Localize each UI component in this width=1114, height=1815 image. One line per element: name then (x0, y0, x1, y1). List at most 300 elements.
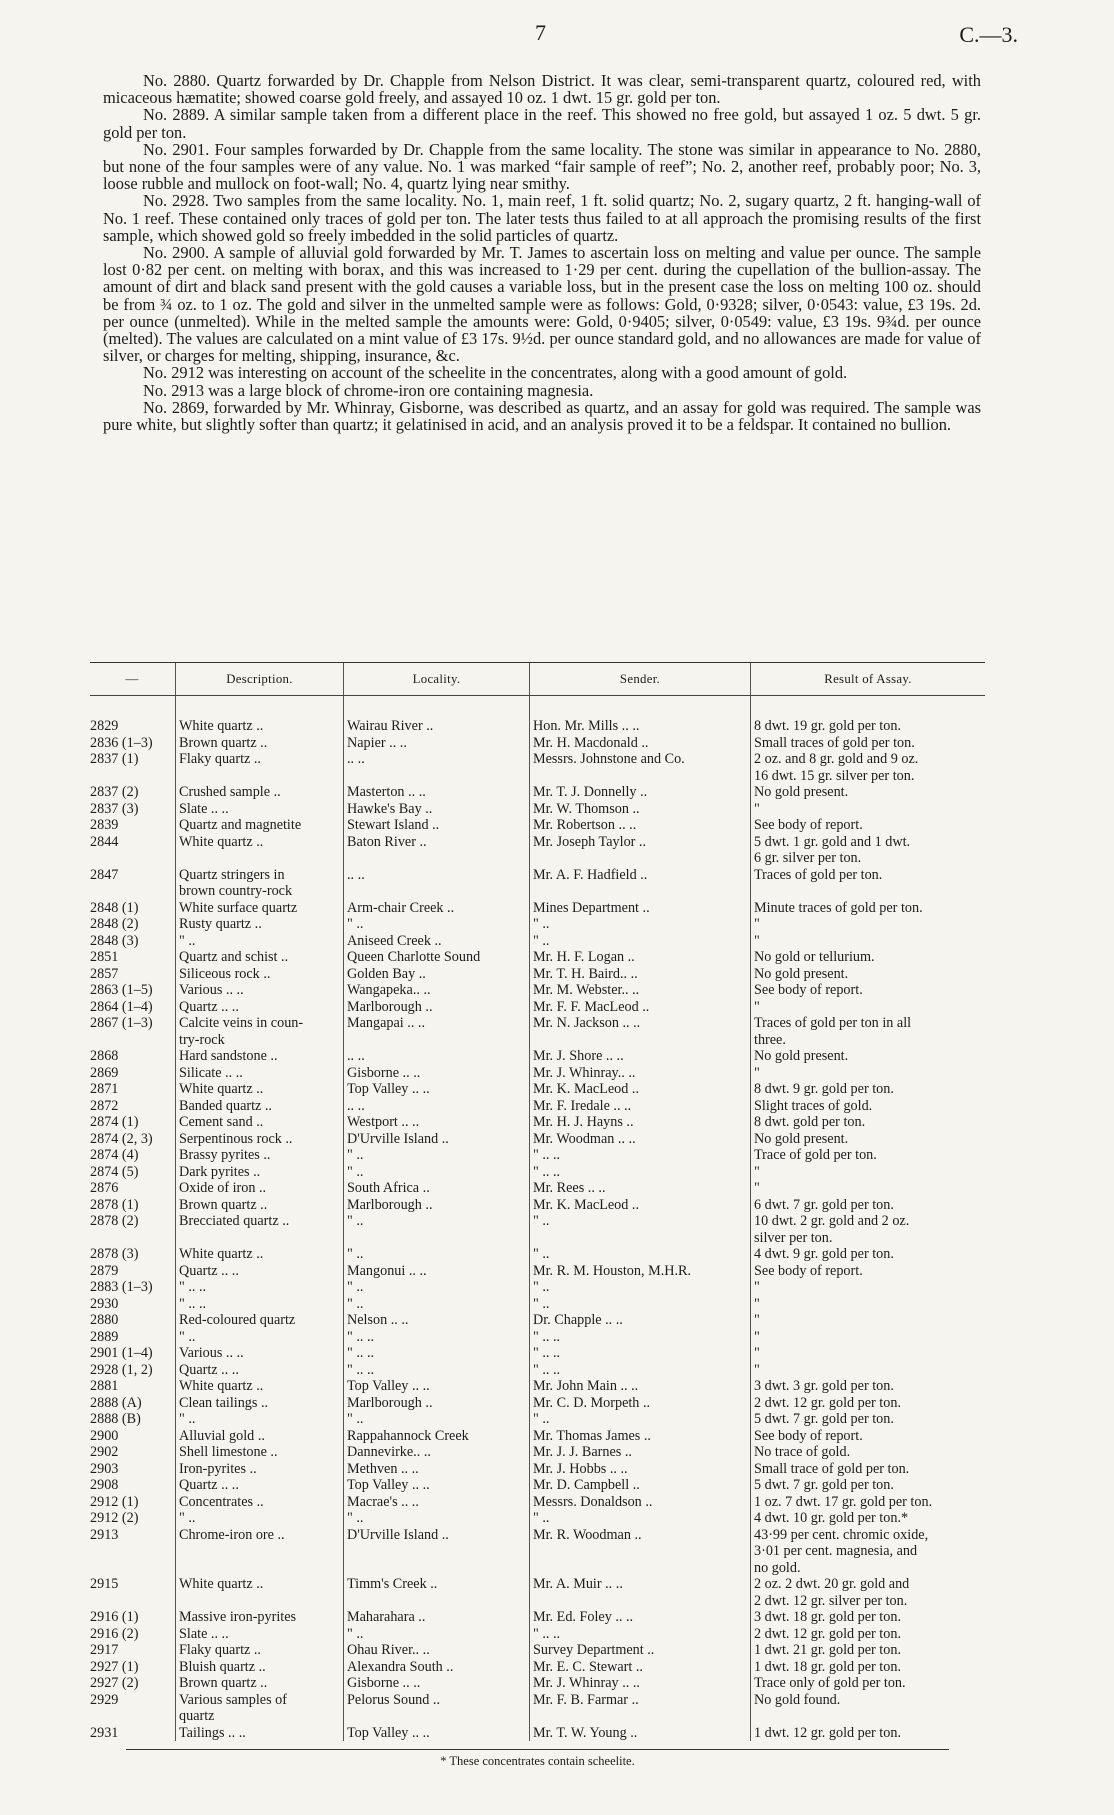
sender-cell: Mr. T. H. Baird.. .. (530, 966, 751, 983)
table-row (90, 1131, 985, 1148)
assay-result-cell: 1 dwt. 21 gr. gold per ton. (751, 1642, 986, 1659)
locality-cell: Mangapai .. .. (344, 1015, 530, 1048)
table-row (90, 999, 985, 1016)
locality-cell: Hawke's Bay .. (344, 801, 530, 818)
locality-cell: D'Urville Island .. (344, 1131, 530, 1148)
sample-number-cell: 2915 (90, 1576, 119, 1592)
assay-result-cell: 1 dwt. 12 gr. gold per ton. (751, 1725, 986, 1742)
assay-result-cell: 8 dwt. 19 gr. gold per ton. (751, 696, 986, 735)
sample-number-cell: 2883 (1–3) (90, 1279, 153, 1295)
table-row (90, 933, 985, 950)
description-cell: Quartz .. .. (176, 1477, 344, 1494)
sample-number-cell: 2900 (90, 1427, 119, 1444)
description-cell: White quartz .. (176, 1081, 344, 1098)
description-cell: White quartz .. (176, 1576, 344, 1609)
table-row (90, 1461, 985, 1478)
assay-result-cell: Small trace of gold per ton. (751, 1461, 986, 1478)
sample-number-cell: 2888 (B) (90, 1411, 141, 1427)
sender-cell: Survey Department .. (530, 1642, 751, 1659)
table-row (90, 784, 985, 801)
sender-cell: " .. .. (530, 1147, 751, 1164)
sample-number-cell: 2916 (1) (90, 1609, 139, 1625)
description-cell: Quartz .. .. (176, 999, 344, 1016)
description-cell: Clean tailings .. (176, 1395, 344, 1412)
locality-cell: " .. (344, 1147, 530, 1164)
table-row (90, 1527, 985, 1577)
locality-cell: Ohau River.. .. (344, 1642, 530, 1659)
sample-number-cell: 2874 (1) (90, 1114, 139, 1130)
sender-cell: Mr. K. MacLeod .. (530, 1197, 751, 1214)
locality-cell: " .. (344, 1510, 530, 1527)
sender-cell: " .. (530, 1279, 751, 1296)
description-cell: Slate .. .. (176, 801, 344, 818)
sample-number-cell: 2878 (3) (90, 1246, 139, 1262)
assay-result-cell: " (751, 1164, 986, 1181)
sample-number-cell: 2912 (2) (90, 1510, 139, 1526)
description-cell: Various .. .. (176, 1345, 344, 1362)
locality-cell: Nelson .. .. (344, 1312, 530, 1329)
locality-cell: South Africa .. (344, 1180, 530, 1197)
assay-result-cell: 4 dwt. 9 gr. gold per ton. (751, 1246, 986, 1263)
table-row (90, 1725, 985, 1742)
locality-cell: Aniseed Creek .. (344, 933, 530, 950)
assay-result-cell: 1 dwt. 18 gr. gold per ton. (751, 1659, 986, 1676)
description-cell: Various .. .. (176, 982, 344, 999)
locality-cell: Wairau River .. (344, 696, 530, 735)
table-row (90, 1626, 985, 1643)
sample-number-cell: 2876 (90, 1180, 119, 1196)
paragraph-2913: No. 2913 was a large block of chrome-iron ore containing magnesia. (143, 380, 594, 400)
table-row (90, 817, 985, 834)
page-number: 7 (535, 20, 546, 45)
table-header-row (90, 663, 985, 696)
table-row (90, 900, 985, 917)
sender-cell: " .. (530, 1296, 751, 1313)
description-cell: Brown quartz .. (176, 735, 344, 752)
description-cell: " .. (176, 1329, 344, 1346)
sample-number-cell: 2930 (90, 1295, 119, 1312)
sender-cell: " .. .. (530, 1626, 751, 1643)
locality-cell: " .. (344, 1296, 530, 1313)
table-row (90, 1494, 985, 1511)
assay-result-cell: " (751, 1362, 986, 1379)
assay-result-cell: Traces of gold per ton. (751, 867, 986, 900)
description-cell: Brassy pyrites .. (176, 1147, 344, 1164)
table-row (90, 1246, 985, 1263)
sender-cell: Mr. H. F. Logan .. (530, 949, 751, 966)
assay-result-cell: " (751, 1345, 986, 1362)
sample-number-cell: 2863 (1–5) (90, 982, 153, 998)
description-cell: Hard sandstone .. (176, 1048, 344, 1065)
locality-cell: Alexandra South .. (344, 1659, 530, 1676)
table-row (90, 696, 985, 735)
assay-result-cell: No gold found. (751, 1692, 986, 1725)
sender-cell: Dr. Chapple .. .. (530, 1312, 751, 1329)
locality-cell: Arm-chair Creek .. (344, 900, 530, 917)
report-body (103, 72, 981, 433)
sample-number-cell: 2837 (2) (90, 784, 139, 800)
sample-number-cell: 2931 (90, 1724, 119, 1741)
locality-cell: Masterton .. .. (344, 784, 530, 801)
table-row (90, 1510, 985, 1527)
sample-number-cell: 2929 (90, 1691, 119, 1708)
locality-cell: " .. .. (344, 1329, 530, 1346)
locality-cell: " .. .. (344, 1345, 530, 1362)
sender-cell: " .. (530, 916, 751, 933)
locality-cell: Golden Bay .. (344, 966, 530, 983)
sender-cell: Mr. A. F. Hadfield .. (530, 867, 751, 900)
assay-result-cell: " (751, 801, 986, 818)
description-cell: White quartz .. (176, 834, 344, 867)
table-row (90, 1642, 985, 1659)
locality-cell: .. .. (344, 1098, 530, 1115)
table-row (90, 751, 985, 784)
description-cell: Quartz and magnetite (176, 817, 344, 834)
sample-number-cell: 2880 (90, 1312, 119, 1328)
sender-cell: " .. (530, 1246, 751, 1263)
sender-cell: Mr. T. J. Donnelly .. (530, 784, 751, 801)
sample-number-cell: 2867 (1–3) (90, 1015, 153, 1031)
description-cell: Quartz and schist .. (176, 949, 344, 966)
table-row (90, 1296, 985, 1313)
sample-number-cell: 2927 (1) (90, 1658, 139, 1675)
sample-number-cell: 2851 (90, 949, 119, 965)
sample-number-cell: 2844 (90, 833, 119, 850)
assay-result-cell: See body of report. (751, 1428, 986, 1445)
assay-result-cell: Slight traces of gold. (751, 1098, 986, 1115)
locality-cell: .. .. (344, 867, 530, 900)
table-row (90, 1659, 985, 1676)
locality-cell: Marlborough .. (344, 999, 530, 1016)
locality-cell: Queen Charlotte Sound (344, 949, 530, 966)
sender-cell: " .. .. (530, 1329, 751, 1346)
sample-number-cell: 2888 (A) (90, 1394, 142, 1411)
sample-number-cell: 2829 (90, 718, 119, 734)
sample-number-cell: 2847 (90, 866, 119, 883)
description-cell: Calcite veins in coun- try-rock (176, 1015, 344, 1048)
sender-cell: Hon. Mr. Mills .. .. (530, 696, 751, 735)
assay-table-section (90, 662, 985, 1769)
description-cell: Tailings .. .. (176, 1725, 344, 1742)
sample-number-cell: 2857 (90, 965, 119, 982)
table-row (90, 1675, 985, 1692)
sample-number-cell: 2908 (90, 1477, 119, 1493)
header-description: Description. (176, 663, 344, 696)
description-cell: Alluvial gold .. (176, 1428, 344, 1445)
sample-number-cell: 2879 (90, 1262, 119, 1279)
description-cell: Bluish quartz .. (176, 1659, 344, 1676)
table-row (90, 1477, 985, 1494)
sender-cell: " .. .. (530, 1362, 751, 1379)
description-cell: Iron-pyrites .. (176, 1461, 344, 1478)
locality-cell: Methven .. .. (344, 1461, 530, 1478)
description-cell: Silicate .. .. (176, 1065, 344, 1082)
sender-cell: Mr. J. Whinray.. .. (530, 1065, 751, 1082)
sender-cell: Messrs. Donaldson .. (530, 1494, 751, 1511)
description-cell: Flaky quartz .. (176, 751, 344, 784)
sender-cell: " .. (530, 1510, 751, 1527)
table-row (90, 1444, 985, 1461)
assay-result-cell: 1 oz. 7 dwt. 17 gr. gold per ton. (751, 1494, 986, 1511)
locality-cell: " .. (344, 916, 530, 933)
description-cell: Crushed sample .. (176, 784, 344, 801)
description-cell: Quartz stringers in brown country-rock (176, 867, 344, 900)
assay-result-cell: 5 dwt. 7 gr. gold per ton. (751, 1411, 986, 1428)
table-row (90, 1164, 985, 1181)
description-cell: Dark pyrites .. (176, 1164, 344, 1181)
locality-cell: Baton River .. (344, 834, 530, 867)
description-cell: Banded quartz .. (176, 1098, 344, 1115)
description-cell: Massive iron-pyrites (176, 1609, 344, 1626)
assay-result-cell: 2 dwt. 12 gr. gold per ton. (751, 1395, 986, 1412)
sender-cell: " .. .. (530, 1345, 751, 1362)
table-row (90, 982, 985, 999)
table-row (90, 1395, 985, 1412)
table-row (90, 735, 985, 752)
sender-cell: " .. (530, 1213, 751, 1246)
table-bottom-rule (126, 1749, 949, 1750)
locality-cell: .. .. (344, 1048, 530, 1065)
table-row (90, 801, 985, 818)
sample-number-cell: 2839 (90, 817, 119, 833)
description-cell: White quartz .. (176, 1246, 344, 1263)
description-cell: Brown quartz .. (176, 1675, 344, 1692)
assay-result-cell: " (751, 933, 986, 950)
sample-number-cell: 2927 (2) (90, 1675, 139, 1691)
assay-result-cell: " (751, 1065, 986, 1082)
sample-number-cell: 2903 (90, 1460, 119, 1477)
sender-cell: Mr. R. Woodman .. (530, 1527, 751, 1577)
locality-cell: " .. (344, 1411, 530, 1428)
locality-cell: Rappahannock Creek (344, 1428, 530, 1445)
footnote: * These concentrates contain scheelite. (440, 1754, 635, 1768)
sample-number-cell: 2917 (90, 1642, 119, 1658)
sender-cell: Mr. Joseph Taylor .. (530, 834, 751, 867)
assay-result-cell: 3 dwt. 18 gr. gold per ton. (751, 1609, 986, 1626)
assay-result-cell: " (751, 1180, 986, 1197)
assay-result-cell: Trace only of gold per ton. (751, 1675, 986, 1692)
sender-cell: " .. (530, 933, 751, 950)
locality-cell: D'Urville Island .. (344, 1527, 530, 1577)
table-row (90, 1114, 985, 1131)
assay-result-cell: " (751, 1312, 986, 1329)
assay-result-cell: No gold present. (751, 784, 986, 801)
sender-cell: Mr. D. Campbell .. (530, 1477, 751, 1494)
assay-result-cell: Minute traces of gold per ton. (751, 900, 986, 917)
locality-cell: Pelorus Sound .. (344, 1692, 530, 1725)
sender-cell: Mr. H. J. Hayns .. (530, 1114, 751, 1131)
description-cell: White surface quartz (176, 900, 344, 917)
sender-cell: Mr. N. Jackson .. .. (530, 1015, 751, 1048)
assay-result-cell: " (751, 1279, 986, 1296)
table-row (90, 1197, 985, 1214)
sample-number-cell: 2869 (90, 1064, 119, 1081)
assay-result-cell: " (751, 1329, 986, 1346)
description-cell: Flaky quartz .. (176, 1642, 344, 1659)
table-row (90, 1048, 985, 1065)
sample-number-cell: 2912 (1) (90, 1493, 139, 1510)
description-cell: " .. .. (176, 1279, 344, 1296)
locality-cell: Top Valley .. .. (344, 1477, 530, 1494)
locality-cell: Top Valley .. .. (344, 1081, 530, 1098)
sender-cell: Mr. M. Webster.. .. (530, 982, 751, 999)
description-cell: Quartz .. .. (176, 1263, 344, 1280)
locality-cell: Gisborne .. .. (344, 1065, 530, 1082)
assay-result-cell: " (751, 1296, 986, 1313)
assay-result-cell: 2 oz. and 8 gr. gold and 9 oz. 16 dwt. 15 gr. silver per ton. (751, 751, 986, 784)
sample-number-cell: 2878 (2) (90, 1213, 139, 1229)
assay-result-cell: 2 dwt. 12 gr. gold per ton. (751, 1626, 986, 1643)
locality-cell: Maharahara .. (344, 1609, 530, 1626)
sample-number-cell: 2916 (2) (90, 1625, 139, 1642)
sender-cell: Mines Department .. (530, 900, 751, 917)
assay-result-cell: " (751, 916, 986, 933)
table-row (90, 1428, 985, 1445)
table-row (90, 1609, 985, 1626)
locality-cell: Stewart Island .. (344, 817, 530, 834)
assay-result-cell: No gold or tellurium. (751, 949, 986, 966)
assay-result-cell: 43·99 per cent. chromic oxide, 3·01 per cent. magnesia, and no gold. (751, 1527, 986, 1577)
locality-cell: Gisborne .. .. (344, 1675, 530, 1692)
assay-result-cell: 6 dwt. 7 gr. gold per ton. (751, 1197, 986, 1214)
sender-cell: " .. .. (530, 1164, 751, 1181)
table-row (90, 867, 985, 900)
assay-result-cell: Small traces of gold per ton. (751, 735, 986, 752)
description-cell: Cement sand .. (176, 1114, 344, 1131)
description-cell: Concentrates .. (176, 1494, 344, 1511)
header-result: Result of Assay. (751, 663, 986, 696)
paragraph-2880: No. 2880. Quartz forwarded by Dr. Chapple from Nelson District. It was clear, semi-transparent quartz, coloured red, with micaceous hæmatite; showed coarse gold freely, and assayed 10 oz. 1 dwt. 15 gr. gold per ton. (103, 71, 981, 108)
table-row (90, 1098, 985, 1115)
sender-cell: Mr. T. W. Young .. (530, 1725, 751, 1742)
assay-results-table (90, 663, 985, 1741)
sample-number-cell: 2901 (1–4) (90, 1345, 153, 1361)
sender-cell: Mr. R. M. Houston, M.H.R. (530, 1263, 751, 1280)
assay-result-cell: 5 dwt. 7 gr. gold per ton. (751, 1477, 986, 1494)
table-row (90, 1213, 985, 1246)
sample-number-cell: 2913 (90, 1526, 119, 1543)
sender-cell: Mr. E. C. Stewart .. (530, 1659, 751, 1676)
paragraph-2900: No. 2900. A sample of alluvial gold forwarded by Mr. T. James to ascertain loss on melting and value per ounce. The sample lost 0·82 per cent. on melting with borax, and this was increased to 1·29 per cent. during the cupellation of the bullion-assay. The amount of dirt and black sand present with the gold causes a variable loss, but in the present case the loss on melting 100 oz. should be from ¾ oz. to 1 oz. The gold and silver in the unmelted sample were as follows: Gold, 0·9328; silver, 0·0543: value, £3 19s. 2d. per ounce (unmelted). While in the melted sample the amounts were: Gold, 0·9405; silver, 0·0549: value, £3 19s. 9¾d. per ounce (melted). The values are calculated on a mint value of £3 17s. 9½d. per ounce standard gold, and no allowances are made for value of silver, or charges for melting, shipping, insurance, &c. (103, 243, 981, 366)
header-sender: Sender. (530, 663, 751, 696)
table-row (90, 1329, 985, 1346)
assay-result-cell: See body of report. (751, 817, 986, 834)
table-row (90, 1692, 985, 1725)
document-reference: C.—3. (959, 22, 1018, 47)
assay-result-cell: No trace of gold. (751, 1444, 986, 1461)
table-row (90, 834, 985, 867)
description-cell: White quartz .. (176, 696, 344, 735)
sender-cell: " .. (530, 1411, 751, 1428)
table-row (90, 1015, 985, 1048)
sample-number-cell: 2848 (1) (90, 899, 139, 916)
description-cell: Red-coloured quartz (176, 1312, 344, 1329)
sender-cell: Mr. C. D. Morpeth .. (530, 1395, 751, 1412)
locality-cell: Mangonui .. .. (344, 1263, 530, 1280)
table-row (90, 916, 985, 933)
sample-number-cell: 2874 (5) (90, 1163, 139, 1180)
sender-cell: Mr. Woodman .. .. (530, 1131, 751, 1148)
paragraph-2901: No. 2901. Four samples forwarded by Dr. Chapple from the same locality. The stone was similar in appearance to No. 2880, but none of the four samples were of any value. No. 1 was marked “fair sample of reef”; No. 2, another reef, probably poor; No. 3, loose rubble and mullock on foot-wall; No. 4, quartz lying near smithy. (103, 139, 981, 194)
locality-cell: Timm's Creek .. (344, 1576, 530, 1609)
locality-cell: " .. (344, 1213, 530, 1246)
assay-result-cell: 3 dwt. 3 gr. gold per ton. (751, 1378, 986, 1395)
table-row (90, 1576, 985, 1609)
sample-number-cell: 2868 (90, 1048, 119, 1064)
locality-cell: " .. (344, 1164, 530, 1181)
sender-cell: Mr. J. Shore .. .. (530, 1048, 751, 1065)
paragraph-2912: No. 2912 was interesting on account of the scheelite in the concentrates, along with a good amount of gold. (143, 363, 848, 383)
sender-cell: Mr. Ed. Foley .. .. (530, 1609, 751, 1626)
description-cell: Shell limestone .. (176, 1444, 344, 1461)
description-cell: White quartz .. (176, 1378, 344, 1395)
sender-cell: Mr. F. B. Farmar .. (530, 1692, 751, 1725)
assay-result-cell: 8 dwt. gold per ton. (751, 1114, 986, 1131)
sample-number-cell: 2889 (90, 1328, 119, 1345)
assay-result-cell: " (751, 999, 986, 1016)
description-cell: Quartz .. .. (176, 1362, 344, 1379)
assay-result-cell: 10 dwt. 2 gr. gold and 2 oz. silver per ton. (751, 1213, 986, 1246)
description-cell: " .. (176, 1411, 344, 1428)
table-row (90, 1312, 985, 1329)
table-row (90, 1180, 985, 1197)
paragraph-2928: No. 2928. Two samples from the same locality. No. 1, main reef, 1 ft. solid quartz; No. 2, sugary quartz, 2 ft. hanging-wall of No. 1 reef. These contained only traces of gold per ton. The later tests thus failed to at all approach the promising results of the first sample, which showed gold so freely imbedded in the solid particles of quartz. (103, 191, 981, 245)
description-cell: Chrome-iron ore .. (176, 1527, 344, 1577)
sample-number-cell: 2864 (1–4) (90, 998, 153, 1015)
assay-result-cell: Trace of gold per ton. (751, 1147, 986, 1164)
description-cell: Slate .. .. (176, 1626, 344, 1643)
table-body (90, 696, 985, 1742)
locality-cell: Westport .. .. (344, 1114, 530, 1131)
sample-number-cell: 2881 (90, 1378, 119, 1394)
assay-result-cell: No gold present. (751, 1048, 986, 1065)
sender-cell: Mr. W. Thomson .. (530, 801, 751, 818)
assay-result-cell: Traces of gold per ton in all three. (751, 1015, 986, 1048)
description-cell: Various samples of quartz (176, 1692, 344, 1725)
description-cell: " .. .. (176, 1296, 344, 1313)
sender-cell: Mr. F. Iredale .. .. (530, 1098, 751, 1115)
header-number: — (90, 663, 176, 696)
locality-cell: " .. .. (344, 1362, 530, 1379)
sender-cell: Mr. A. Muir .. .. (530, 1576, 751, 1609)
assay-result-cell: 5 dwt. 1 gr. gold and 1 dwt. 6 gr. silver per ton. (751, 834, 986, 867)
locality-cell: Marlborough .. (344, 1395, 530, 1412)
sample-number-cell: 2837 (3) (90, 800, 139, 817)
assay-result-cell: 4 dwt. 10 gr. gold per ton.* (751, 1510, 986, 1527)
table-row (90, 1378, 985, 1395)
sender-cell: Mr. Robertson .. .. (530, 817, 751, 834)
sender-cell: Mr. J. Whinray .. .. (530, 1675, 751, 1692)
table-row (90, 949, 985, 966)
table-row (90, 1279, 985, 1296)
assay-result-cell: 8 dwt. 9 gr. gold per ton. (751, 1081, 986, 1098)
locality-cell: Top Valley .. .. (344, 1378, 530, 1395)
description-cell: " .. (176, 1510, 344, 1527)
locality-cell: Napier .. .. (344, 735, 530, 752)
locality-cell: Top Valley .. .. (344, 1725, 530, 1742)
assay-result-cell: No gold present. (751, 1131, 986, 1148)
locality-cell: " .. (344, 1626, 530, 1643)
locality-cell: Wangapeka.. .. (344, 982, 530, 999)
sample-number-cell: 2836 (1–3) (90, 734, 153, 751)
sample-number-cell: 2837 (1) (90, 751, 139, 767)
sender-cell: Mr. K. MacLeod .. (530, 1081, 751, 1098)
description-cell: Brown quartz .. (176, 1197, 344, 1214)
description-cell: Brecciated quartz .. (176, 1213, 344, 1246)
locality-cell: Marlborough .. (344, 1197, 530, 1214)
description-cell: Serpentinous rock .. (176, 1131, 344, 1148)
table-row (90, 966, 985, 983)
